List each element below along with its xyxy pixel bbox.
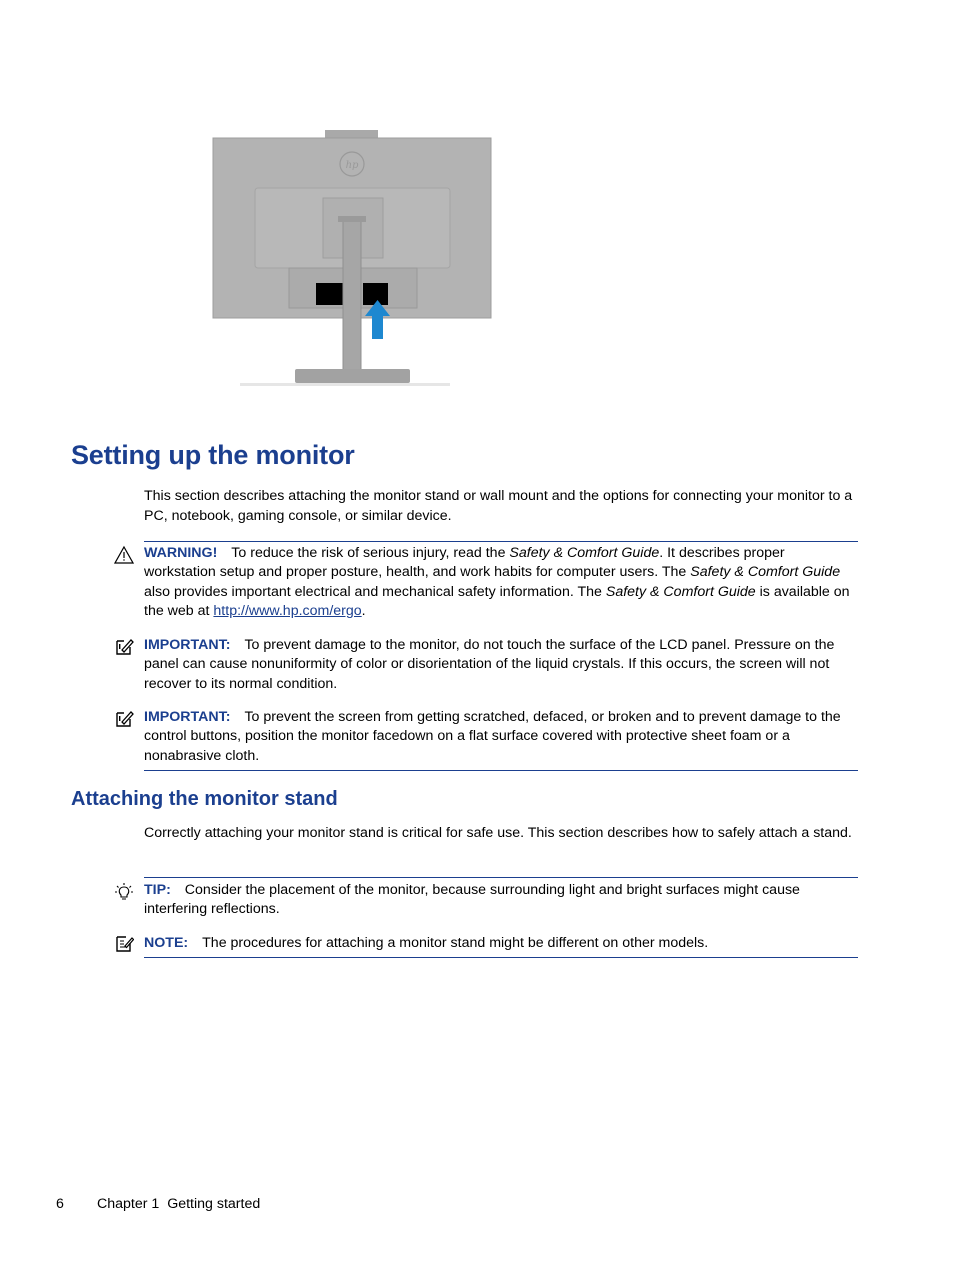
intro-paragraph: This section describes attaching the monitor stand or wall mount and the options for connecting your monitor to a PC, notebook, gaming console, or similar device.: [144, 488, 853, 524]
svg-text:hp: hp: [345, 160, 359, 171]
warning-notice: [144, 544, 858, 622]
warning-label: WARNING!: [144, 545, 218, 561]
warning-text: is available on the web at: [144, 583, 850, 620]
section-subheading: Attaching the monitor stand: [71, 788, 338, 810]
note-bottom-rule: [144, 957, 858, 958]
guide-title: Safety & Comfort Guide: [509, 545, 660, 561]
guide-title: Safety & Comfort Guide: [690, 564, 841, 581]
important-text: To prevent the screen from getting scratched, defaced, or broken and to prevent damage to the control buttons, position the monitor facedown on a flat surface covered with protective sheet foam or a nonabrasive cloth.: [144, 709, 841, 764]
note-notice: [144, 934, 858, 953]
tip-label: TIP:: [144, 882, 171, 898]
lightbulb-icon: [114, 882, 134, 902]
ergo-link[interactable]: http://www.hp.com/ergo: [213, 603, 362, 620]
tip-top-rule: [144, 877, 858, 878]
important-pencil-icon: [114, 709, 134, 729]
tip-text: Consider the placement of the monitor, because surrounding light and bright surfaces might cause interfering reflections.: [144, 882, 800, 918]
monitor-stand-illustration: [205, 120, 505, 395]
note-pad-icon: [114, 934, 134, 954]
warning-text: . It describes proper workstation setup and proper posture, health, and work habits for computer users. The: [144, 545, 785, 581]
warning-text: .: [361, 603, 366, 620]
important-label: IMPORTANT:: [144, 637, 231, 653]
chapter-footer: Chapter 1 Getting started: [97, 1196, 261, 1212]
guide-title: Safety & Comfort Guide: [605, 583, 756, 600]
notice-top-rule: [144, 541, 858, 542]
important-notice-lcd: [144, 636, 858, 694]
warning-text: also provides important electrical and mechanical safety information. The: [144, 583, 606, 600]
important-text: To prevent damage to the monitor, do not touch the surface of the LCD panel. Pressure on the panel can cause nonuniformity of color or disorientation of the liquid crystals. If this occurs, the screen will not recover to its normal condition.: [144, 637, 835, 692]
important-notice-scratch: [144, 708, 858, 766]
page-title: Setting up the monitor: [71, 440, 355, 470]
warning-text: To reduce the risk of serious injury, read the: [231, 545, 510, 561]
note-label: NOTE:: [144, 935, 189, 951]
note-text: The procedures for attaching a monitor stand might be different on other models.: [202, 935, 709, 951]
stand-intro-paragraph: Correctly attaching your monitor stand is critical for safe use. This section describes how to safely attach a stand.: [144, 825, 852, 841]
important-pencil-icon: [114, 637, 134, 657]
notice-bottom-rule: [144, 770, 858, 771]
tip-notice: [144, 881, 858, 920]
warning-triangle-icon: [114, 545, 134, 565]
important-label: IMPORTANT:: [144, 709, 231, 725]
page-number: 6: [56, 1196, 64, 1212]
